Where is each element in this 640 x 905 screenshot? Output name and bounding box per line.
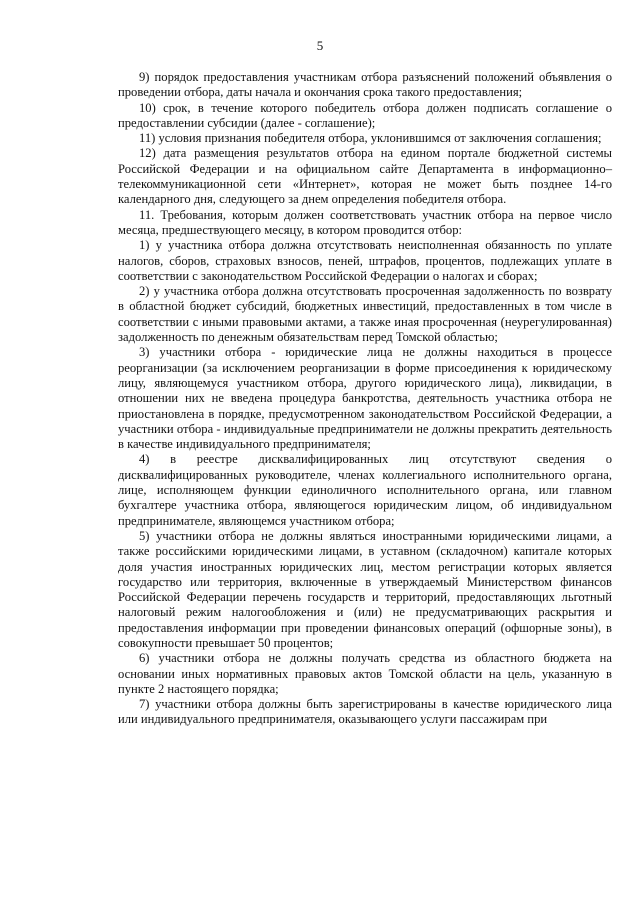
page-number: 5 <box>316 38 324 53</box>
paragraph-requirement-5: 5) участники отбора не должны являться иностранными юридическими лицами, а также российскими юридическими лицами, в уставном (складочном) капитале которых доля участия иностранных юридических лиц, местом регистрации которых является государство или территория, включенные в утверждаемый Министерством финансов Российской Федерации перечень государств и территорий, предоставляющих льготный налоговый режим налогообложения и (или) не предусматривающих раскрытия и предоставления информации при проведении финансовых операций (офшорные зоны), в совокупности превышает 50 процентов; <box>118 528 612 650</box>
paragraph-item-9: 9) порядок предоставления участникам отбора разъяснений положений объявления о проведении отбора, даты начала и окончания срока такого предоставления; <box>118 70 612 100</box>
paragraph-requirement-6: 6) участники отбора не должны получать средства из областного бюджета на основании иных нормативных правовых актов Томской области на цель, указанную в пункте 2 настоящего порядка; <box>118 651 612 696</box>
paragraph-requirement-4: 4) в реестре дисквалифицированных лиц отсутствуют сведения о дисквалифицированных руководителе, членах коллегиального исполнительного органа, лице, исполняющем функции единоличного исполнительного органа, или главном бухгалтере участника отбора, являющегося юридическим лицом, об индивидуальном предпринимателе, являющемся участником отбора; <box>118 452 612 528</box>
paragraph-item-10: 10) срок, в течение которого победитель отбора должен подписать соглашение о предоставлении субсидии (далее - соглашение); <box>118 100 612 130</box>
paragraph-section-11: 11. Требования, которым должен соответствовать участник отбора на первое число месяца, предшествующего месяцу, в котором проводится отбор: <box>118 207 612 237</box>
paragraph-requirement-2: 2) у участника отбора должна отсутствовать просроченная задолженность по возврату в областной бюджет субсидий, бюджетных инвестиций, предоставленных в том числе в соответствии с иными правовыми актами, а также иная просроченная (неурегулированная) задолженность по денежным обязательствам перед Томской областью; <box>118 284 612 345</box>
paragraph-requirement-7: 7) участники отбора должны быть зарегистрированы в качестве юридического лица или индивидуального предпринимателя, оказывающего услуги пассажирам при <box>118 697 612 727</box>
paragraph-requirement-1: 1) у участника отбора должна отсутствовать неисполненная обязанность по уплате налогов, сборов, страховых взносов, пеней, штрафов, процентов, подлежащих уплате в соответствии с законодательством Российской Федерации о налогах и сборах; <box>118 238 612 283</box>
paragraph-requirement-3: 3) участники отбора - юридические лица не должны находиться в процессе реорганизации (за исключением реорганизации в форме присоединения к юридическому лицу, являющемуся участником отбора, другого юридического лица), ликвидации, в отношении них не введена процедура банкротства, деятельность участника отбора не приостановлена в порядке, предусмотренном законодательством Российской Федерации, а участники отбора - индивидуальные предприниматели не должны прекратить деятельность в качестве индивидуального предпринимателя; <box>118 345 612 452</box>
document-body <box>118 70 612 728</box>
paragraph-item-12: 12) дата размещения результатов отбора на едином портале бюджетной системы Российской Федерации и на официальном сайте Департамента в информационно–телекоммуникационной сети «Интернет», которая не может быть позднее 14-го календарного дня, следующего за днем определения победителя отбора. <box>118 146 612 207</box>
paragraph-item-11: 11) условия признания победителя отбора, уклонившимся от заключения соглашения; <box>139 131 602 146</box>
